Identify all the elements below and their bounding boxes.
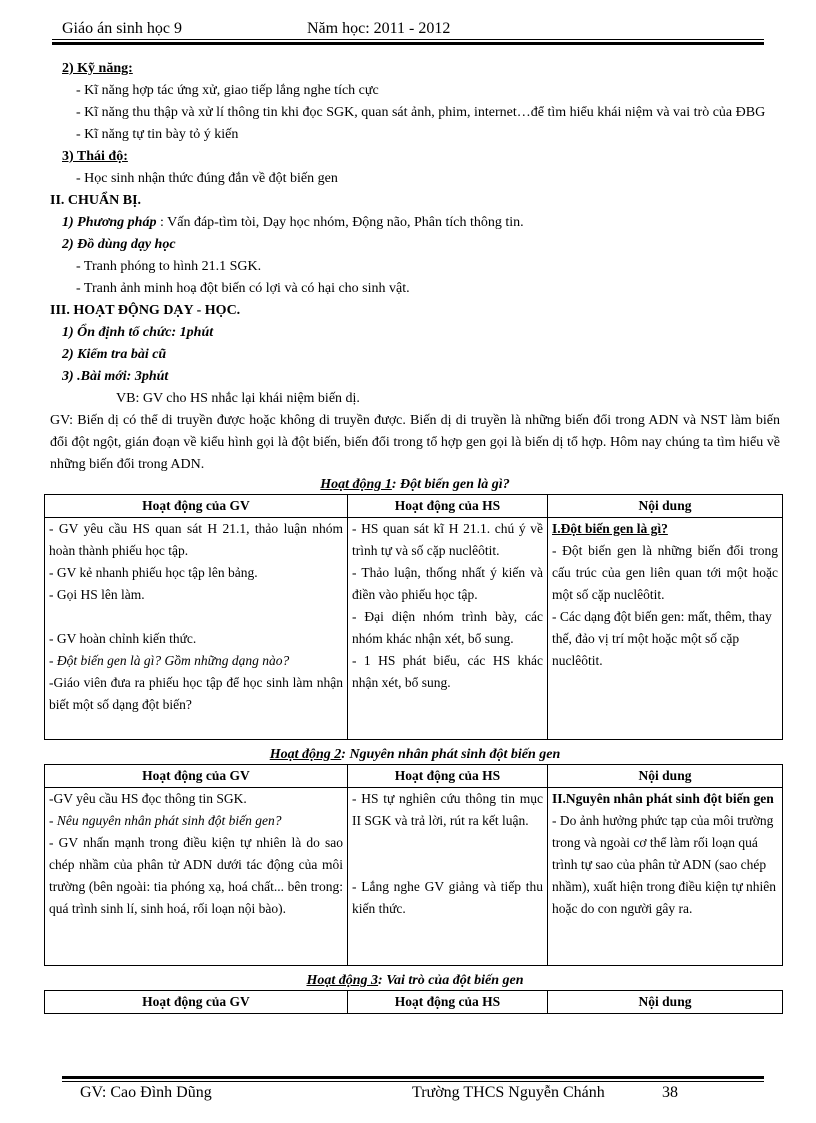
activity-3-table — [44, 990, 783, 1014]
col-header-nd: Nội dung — [548, 495, 783, 518]
document-body — [50, 58, 780, 1014]
attitude-item: - Học sinh nhận thức đúng đắn về đột biến gen — [76, 171, 338, 186]
header-school-year: Năm học: 2011 - 2012 — [307, 20, 451, 37]
prep-method-label: 1) Phương pháp — [62, 215, 157, 230]
col-header-nd: Nội dung — [548, 991, 783, 1014]
intro-vb: VB: GV cho HS nhắc lại khái niệm biến dị. — [116, 391, 360, 406]
footer-rule-thick — [62, 1076, 764, 1079]
activity-step: 2) Kiểm tra bài cũ — [62, 347, 167, 362]
intro-gv: GV: Biến dị có thể di truyền được hoặc không di truyền được. Biến dị di truyền là những biến đổi trong ADN và NST làm biến đổi đột ngột, gián đoạn về kiểu hình gọi là đột biến, biến đổi trong tổ hợp gen gọi là biến dị tổ hợp. Hôm nay chúng ta tìm hiểu về những biến đổi trong ADN. — [50, 413, 780, 472]
col-header-gv: Hoạt động của GV — [45, 991, 348, 1014]
activity-1-gv: - GV yêu cầu HS quan sát H 21.1, thảo luận nhóm hoàn thành phiếu học tập. - GV kẻ nhanh phiếu học tập lên bảng. - Gọi HS lên làm. - GV hoàn chỉnh kiến thức. - Đột biến gen là gì? Gồm những dạng nào? -Giáo viên đưa ra phiếu học tập để học sinh làm nhận biết một số dạng đột biến? — [45, 518, 348, 740]
prep-tool-item: - Tranh phóng to hình 21.1 SGK. — [76, 259, 262, 274]
page-header — [62, 14, 764, 40]
activity-2-table — [44, 764, 783, 966]
header-rule-thin — [52, 39, 764, 40]
prep-tools-heading: 2) Đồ dùng dạy học — [62, 237, 176, 252]
skills-item: - Kĩ năng tự tin bày tỏ ý kiến — [76, 127, 239, 142]
activity-step: 1) Ổn định tổ chức: 1phút — [62, 325, 214, 340]
footer-page-number: 38 — [662, 1084, 678, 1101]
footer-school: Trường THCS Nguyễn Chánh — [412, 1084, 605, 1101]
col-header-gv: Hoạt động của GV — [45, 765, 348, 788]
prep-heading: II. CHUẨN BỊ. — [50, 193, 142, 208]
col-header-hs: Hoạt động của HS — [348, 495, 548, 518]
activity-1-hs: - HS quan sát kĩ H 21.1. chú ý về trình tự và số cặp nuclêôtit. - Thảo luận, thống nhất ý kiến và điền vào phiếu học tập. - Đại diện nhóm trình bày, các nhóm khác nhận xét, bổ sung. - 1 HS phát biểu, các HS khác nhận xét, bổ sung. — [348, 518, 548, 740]
col-header-gv: Hoạt động của GV — [45, 495, 348, 518]
skills-heading: 2) Kỹ năng: — [62, 61, 133, 76]
header-rule-thick — [52, 42, 764, 45]
col-header-hs: Hoạt động của HS — [348, 765, 548, 788]
activity-2-hs: - HS tự nghiên cứu thông tin mục II SGK và trả lời, rút ra kết luận. - Lắng nghe GV giảng và tiếp thu kiến thức. — [348, 788, 548, 966]
activity-1-table — [44, 494, 783, 740]
attitude-heading: 3) Thái độ: — [62, 149, 128, 164]
col-header-hs: Hoạt động của HS — [348, 991, 548, 1014]
activity-2-nd: II.Nguyên nhân phát sinh đột biến gen - Do ảnh hưởng phức tạp của môi trường trong và ngoài cơ thể làm rối loạn quá trình tự sao của phân tử ADN (sao chép nhầm), xuất hiện trong điều kiện tự nhiên hoặc do con người gây ra. — [548, 788, 783, 966]
footer-teacher: GV: Cao Đình Dũng — [80, 1084, 212, 1101]
activity-1-nd: I.Đột biến gen là gì? - Đột biến gen là những biến đổi trong cấu trúc của gen liên quan tới một hoặc một số cặp nuclêôtit. - Các dạng đột biến gen: mất, thêm, thay thế, đảo vị trí một hoặc một số cặp nuclêôtit. — [548, 518, 783, 740]
prep-method — [50, 212, 780, 234]
activity-1-title: Hoạt động 1: Đột biến gen là gì? — [320, 477, 510, 492]
skills-item: - Kĩ năng thu thập và xử lí thông tin khi đọc SGK, quan sát ảnh, phim, internet…để tìm hiểu khái niệm và vai trò của ĐBG — [76, 105, 766, 120]
col-header-nd: Nội dung — [548, 765, 783, 788]
activity-2-title: Hoạt động 2: Nguyên nhân phát sinh đột biến gen — [269, 747, 561, 762]
activity-step: 3) .Bài mới: 3phút — [62, 369, 169, 384]
prep-method-text: : Vấn đáp-tìm tòi, Dạy học nhóm, Động não, Phân tích thông tin. — [159, 215, 524, 230]
activities-heading: III. HOẠT ĐỘNG DẠY - HỌC. — [50, 303, 241, 318]
activity-2-gv: -GV yêu cầu HS đọc thông tin SGK. - Nêu nguyên nhân phát sinh đột biến gen? - GV nhấn mạnh trong điều kiện tự nhiên là do sao chép nhầm của phân tử ADN dưới tác động của môi trường (bên ngoài: tia phóng xạ, hoá chất... bên trong: quá trình sinh lí, sinh hoá, rối loạn nội bào). — [45, 788, 348, 966]
footer-rule-thin — [62, 1081, 764, 1082]
header-subject: Giáo án sinh học 9 — [62, 20, 182, 37]
prep-tool-item: - Tranh ảnh minh hoạ đột biến có lợi và có hại cho sinh vật. — [76, 281, 410, 296]
activity-3-title: Hoạt động 3: Vai trò của đột biến gen — [306, 973, 524, 988]
skills-item: - Kĩ năng hợp tác ứng xử, giao tiếp lắng nghe tích cực — [76, 83, 379, 98]
